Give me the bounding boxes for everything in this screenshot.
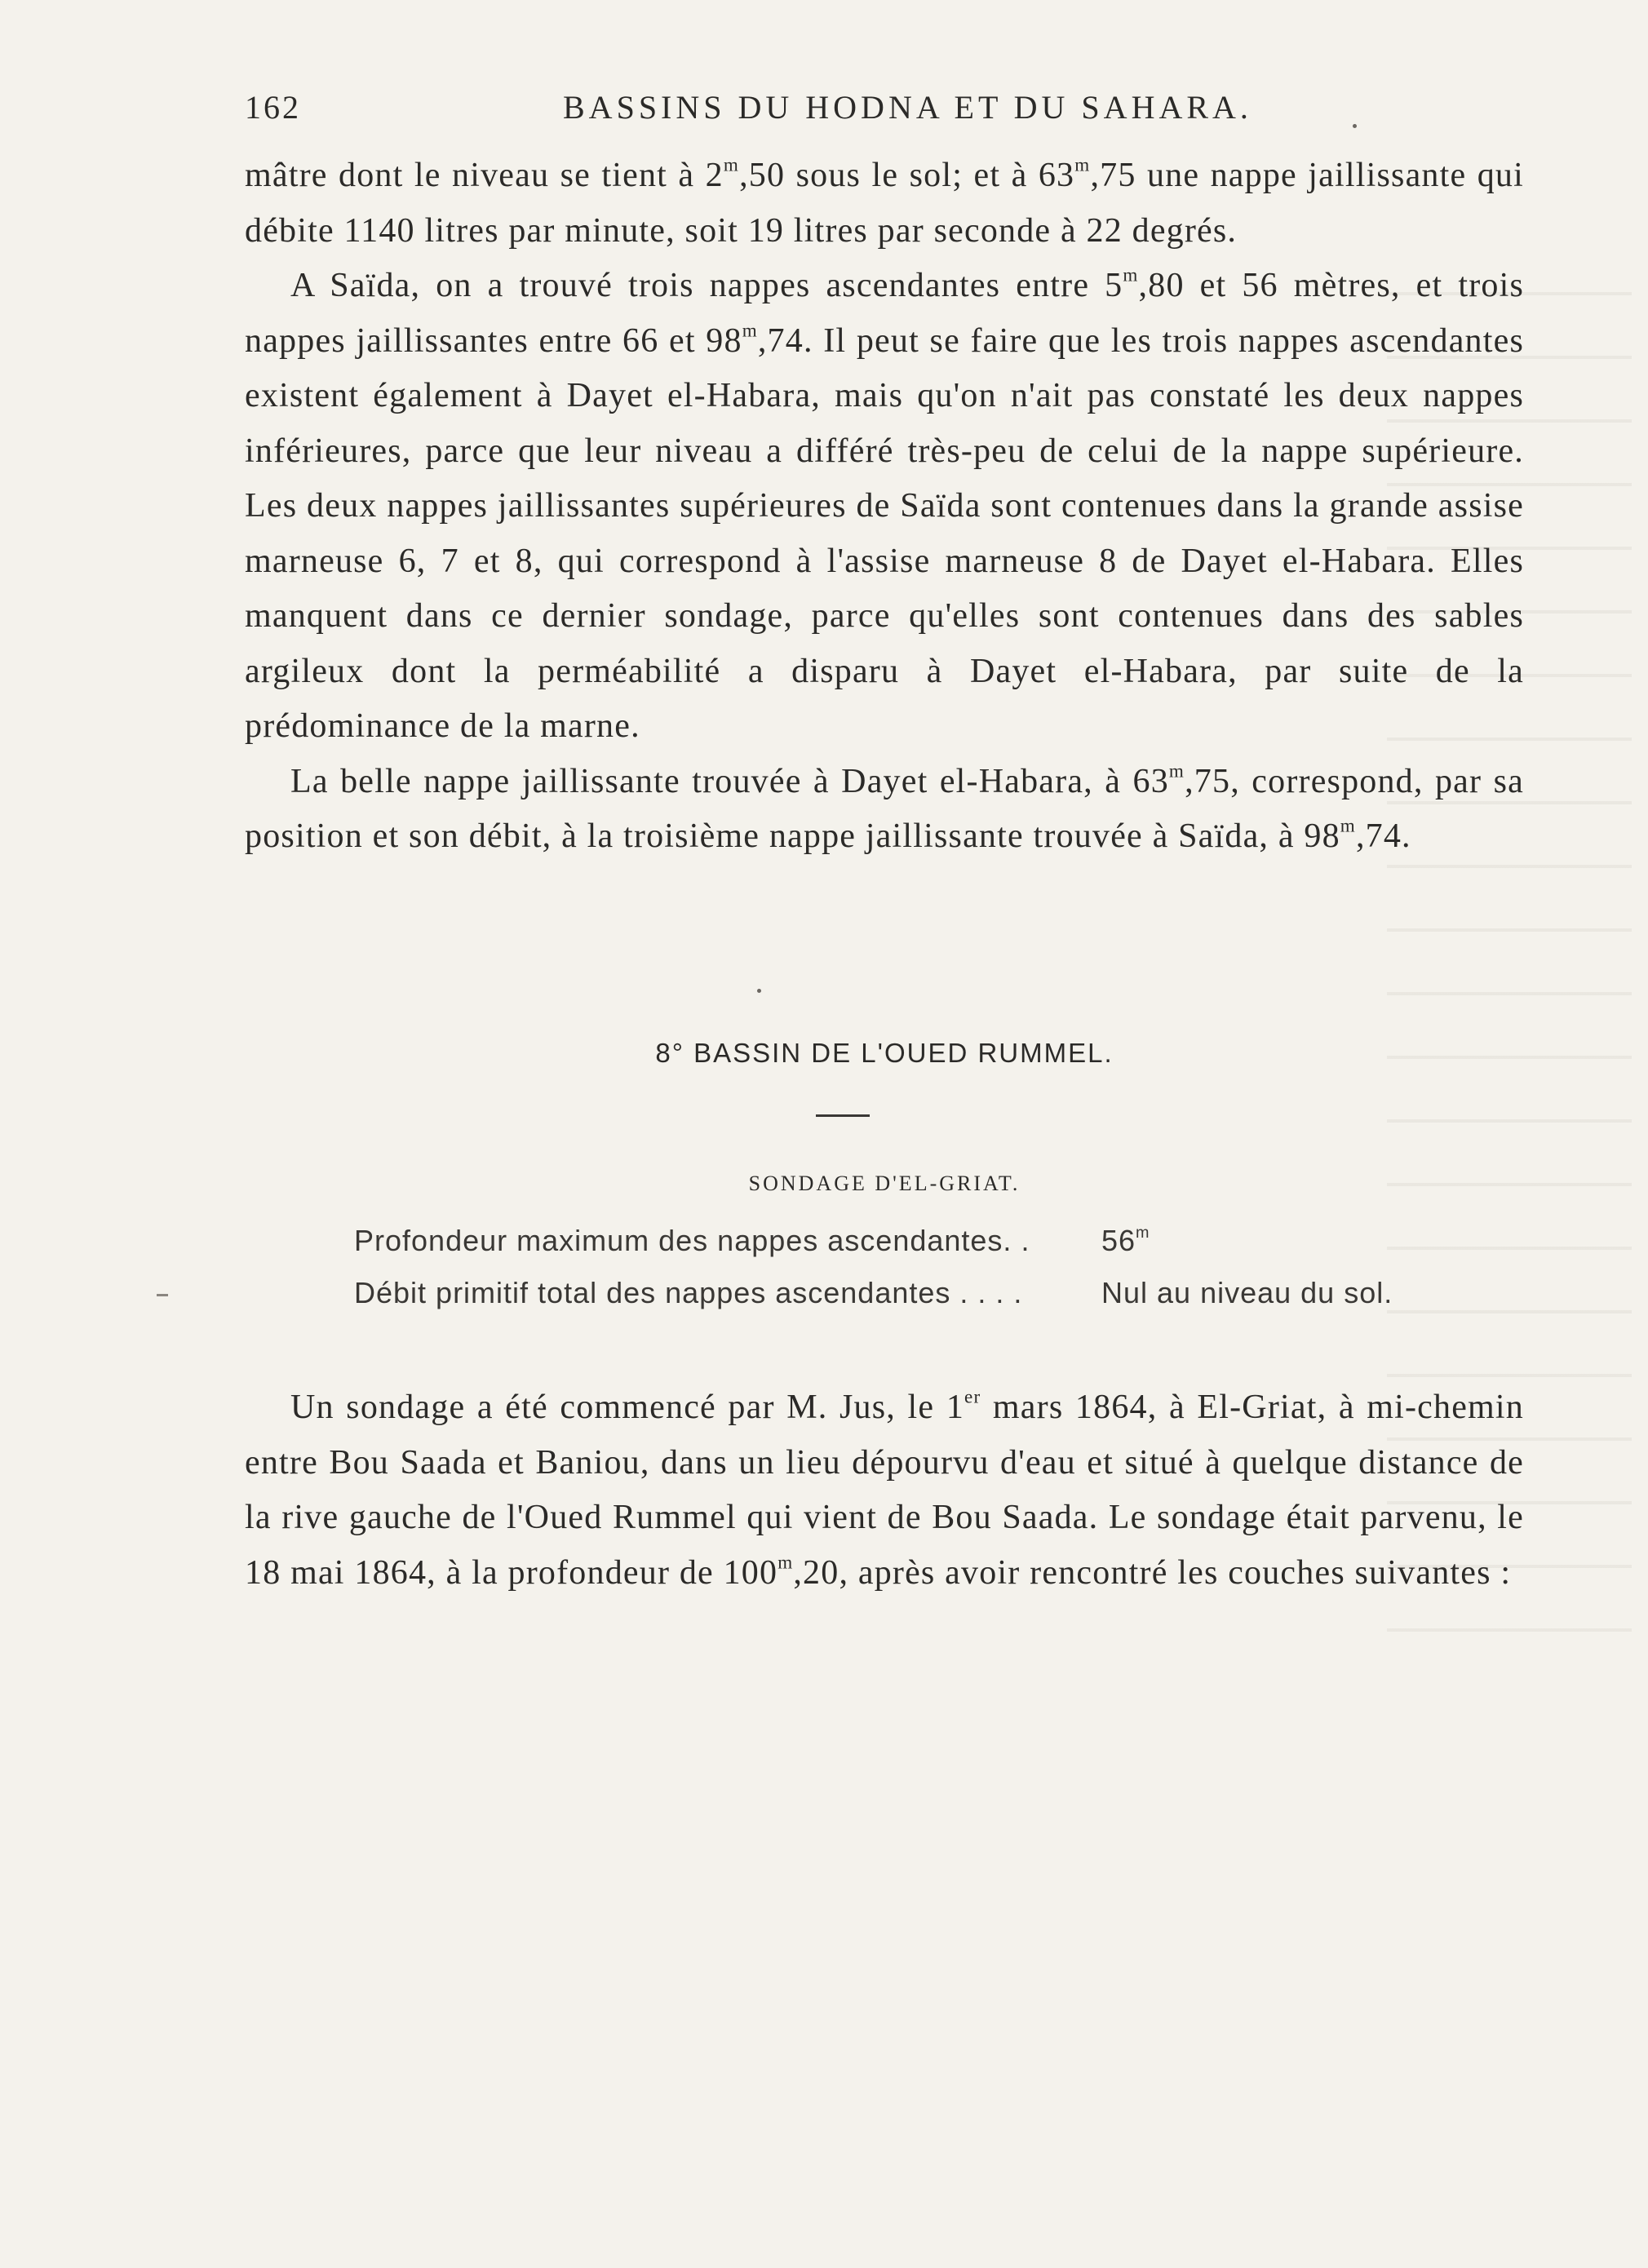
- body-text-upper: [245, 148, 1524, 865]
- stat-label-flow: Débit primitif total des nappes ascendantes . . . .: [354, 1276, 1023, 1309]
- running-head: [245, 88, 1517, 137]
- paragraph-sondage: Un sondage a été commencé par M. Jus, le 1er mars 1864, à El-Griat, à mi-chemin entre Bou Saada et Baniou, dans un lieu dépourvu d'eau et situé à quelque distance de la rive gauche de l'Oued Rummel qui vient de Bou Saada. Le sondage était parvenu, le 18 mai 1864, à la profondeur de 100$^m$,20, après avoir rencontré les couches suivantes :: [245, 1385, 1524, 1592]
- paragraph-saida: A Saïda, on a trouvé trois nappes ascendantes entre 5$^m$,80 et 56 mètres, et trois nappes jaillissantes entre 66 et 98$^m$,74. Il peut se faire que les trois nappes ascendantes existent également à Dayet el-Habara, mais qu'on n'ait pas constaté les deux nappes inférieures, parce que leur niveau a différé très-peu de celui de la nappe supérieure. Les deux nappes jaillissantes supérieures de Saïda sont contenues dans la grande assise marneuse 6, 7 et 8, qui correspond à l'assise marneuse 8 de Dayet el-Habara. Elles manquent dans ce dernier sondage, parce qu'elles sont contenues dans des sables argileux dont la perméabilité a disparu à Dayet el-Habara, par suite de la prédominance de la marne.: [245, 264, 1524, 745]
- margin-mark: [157, 1294, 168, 1296]
- stat-value-depth: 56$^m$: [1101, 1224, 1150, 1257]
- stat-value-flow: Nul au niveau du sol.: [1101, 1276, 1393, 1309]
- speck-mark: [1353, 124, 1357, 128]
- running-title: BASSINS DU HODNA ET DU SAHARA.: [563, 89, 1252, 126]
- paragraph-belle-nappe: La belle nappe jaillissante trouvée à Dayet el-Habara, à 63$^m$,75, correspond, par sa position et son débit, à la troisième nappe jaillissante trouvée à Saïda, à 98$^m$,74.: [245, 760, 1524, 855]
- speck-mark: [757, 989, 761, 993]
- stat-label-depth: Profondeur maximum des nappes ascendantes. .: [354, 1224, 1030, 1257]
- divider-rule: [816, 1114, 870, 1117]
- body-text-lower: [245, 1380, 1524, 1601]
- stat-row-flow: [354, 1276, 1415, 1328]
- section-heading: 8° BASSIN DE L'OUED RUMMEL.: [655, 1038, 1114, 1068]
- section-subheading: SONDAGE D'EL-GRIAT.: [748, 1172, 1021, 1195]
- page-number: 162: [245, 89, 301, 126]
- stat-row-depth: [354, 1224, 1415, 1276]
- stats-table: [354, 1224, 1415, 1328]
- paragraph-continuation: mâtre dont le niveau se tient à 2$^m$,50 sous le sol; et à 63$^m$,75 une nappe jaillissante qui débite 1140 litres par minute, soit 19 litres par seconde à 22 degrés.: [245, 153, 1524, 250]
